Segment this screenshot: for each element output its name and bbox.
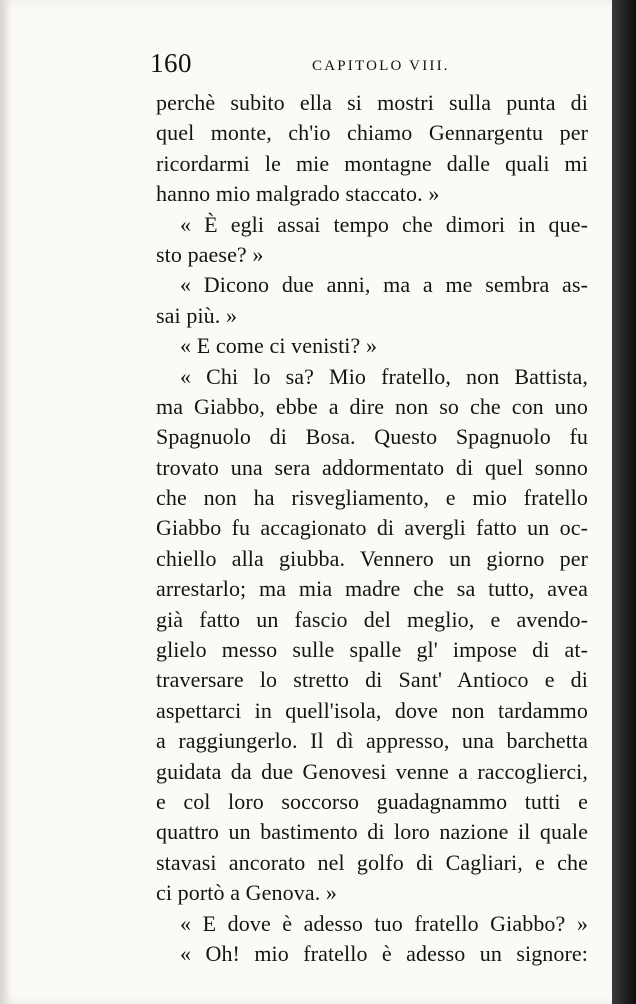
body-text bbox=[156, 88, 588, 969]
text-line: già fatto un fascio del meglio, e avendo- bbox=[156, 606, 588, 632]
text-line: sto paese? » bbox=[156, 241, 264, 267]
text-line: ricordarmi le mie montagne dalle quali mi bbox=[156, 150, 588, 176]
text-line: arrestarlo; ma mia madre che sa tutto, avea bbox=[156, 576, 588, 602]
text-line: quel monte, ch'io chiamo Gennargentu per bbox=[156, 120, 588, 146]
text-line: chiello alla giubba. Vennero un giorno per bbox=[156, 545, 588, 571]
text-line: perchè subito ella si mostri sulla punta di bbox=[156, 90, 588, 115]
text-line: a raggiungerlo. Il dì appresso, una barchetta bbox=[156, 728, 588, 754]
text-line: « È egli assai tempo che dimori in que- bbox=[180, 211, 588, 237]
text-line: « Oh! mio fratello è adesso un signore: bbox=[180, 940, 588, 966]
text-line: ma Giabbo, ebbe a dire non so che con uno bbox=[156, 393, 588, 419]
text-line: Spagnuolo di Bosa. Questo Spagnuolo fu bbox=[156, 424, 588, 450]
text-line: aspettarci in quell'isola, dove non tardammo bbox=[156, 697, 588, 723]
book-edge bbox=[612, 0, 636, 1004]
text-line: Giabbo fu accagionato di avergli fatto un oc- bbox=[156, 515, 588, 541]
text-line: stavasi ancorato nel golfo di Cagliari, e che bbox=[156, 849, 588, 875]
page-header bbox=[150, 48, 590, 82]
text-line: sai più. » bbox=[156, 302, 238, 328]
text-line: che non ha risvegliamento, e mio fratello bbox=[156, 485, 588, 511]
page-gutter-shadow bbox=[0, 0, 10, 1004]
running-title: CAPITOLO VIII. bbox=[312, 58, 450, 74]
text-line: quattro un bastimento di loro nazione il quale bbox=[156, 819, 588, 845]
text-line: « Chi lo sa? Mio fratello, non Battista, bbox=[180, 363, 588, 389]
text-line: hanno mio malgrado staccato. » bbox=[156, 181, 440, 207]
text-line: e col loro soccorso guadagnammo tutti e bbox=[156, 788, 588, 814]
text-line: glielo messo sulle spalle gl' impose di at- bbox=[156, 637, 588, 663]
text-line: « E come ci venisti? » bbox=[180, 333, 378, 359]
text-line: guidata da due Genovesi venne a raccoglierci, bbox=[156, 758, 588, 784]
page-number: 160 bbox=[150, 48, 192, 78]
text-line: ci portò a Genova. » bbox=[156, 880, 337, 906]
text-line: trovato una sera addormentato di quel sonno bbox=[156, 454, 588, 480]
text-line: « Dicono due anni, ma a me sembra as- bbox=[180, 272, 588, 298]
text-line: traversare lo stretto di Sant' Antioco e di bbox=[156, 667, 588, 693]
text-line: « E dove è adesso tuo fratello Giabbo? » bbox=[180, 910, 588, 936]
